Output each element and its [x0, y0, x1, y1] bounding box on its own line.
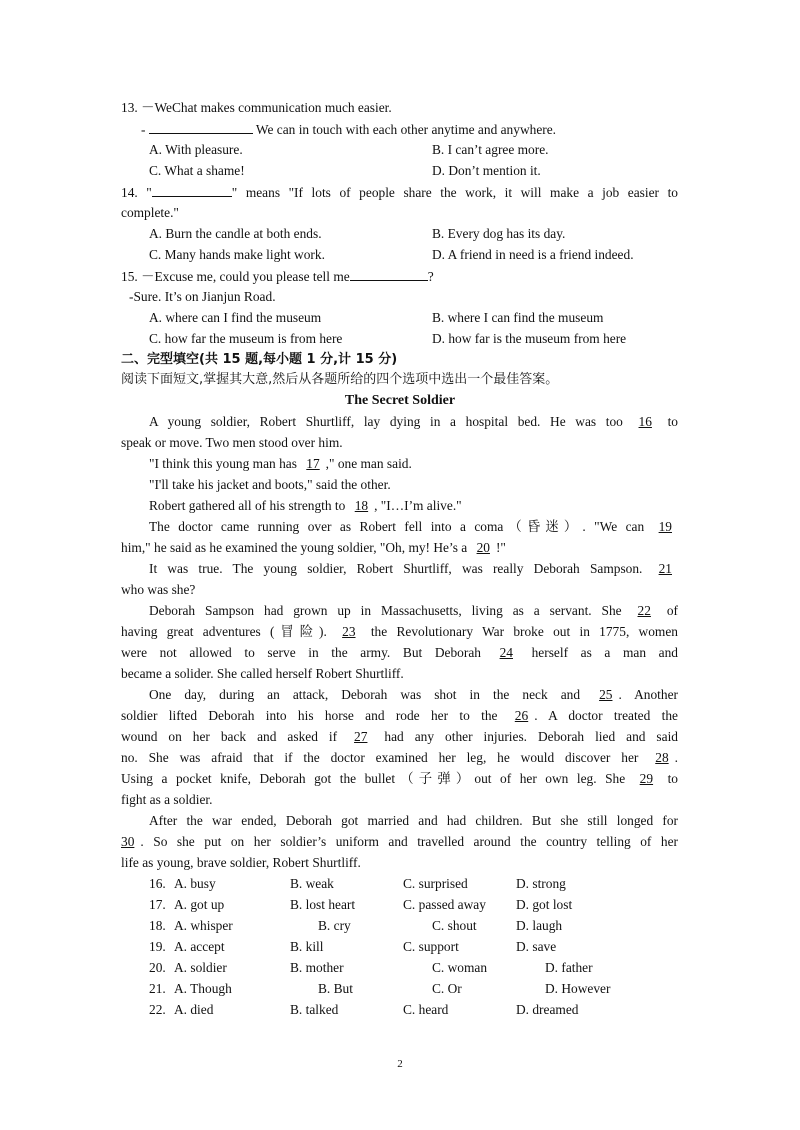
- q14-stem-rest: " means "If lots of people share the work, it will make a job easier to: [231, 185, 678, 200]
- section-heading: 二、完型填空(共 15 题,每小题 1 分,计 15 分): [121, 352, 398, 367]
- option-c: C. support: [403, 939, 459, 954]
- passage-line: [149, 687, 678, 703]
- blank-26: 26: [514, 708, 529, 723]
- blank-24: 24: [499, 645, 513, 660]
- blank-21: 21: [658, 561, 672, 576]
- passage-line: [149, 603, 678, 619]
- passage-line: After the war ended, Deborah got married and had children. But she still longed for: [149, 813, 678, 828]
- option-d: D. strong: [516, 876, 566, 891]
- blank-16: 16: [638, 414, 652, 429]
- option-c: C. Or: [432, 981, 462, 996]
- passage-line: fight as a soldier.: [121, 792, 213, 807]
- option-number: 19.: [149, 939, 166, 954]
- passage-line: [149, 498, 462, 514]
- passage-line: [121, 645, 678, 661]
- text-run: were not allowed to serve in the army. But Deborah: [121, 645, 481, 660]
- passage-line: [121, 834, 678, 850]
- q15-option-c: C. how far the museum is from here: [149, 331, 343, 346]
- text-run: . A doctor treated the: [534, 708, 678, 723]
- q13-stem: 13. －WeChat makes communication much easier.: [121, 100, 392, 115]
- q14-option-c: C. Many hands make light work.: [149, 247, 325, 262]
- option-a: A. soldier: [174, 960, 227, 975]
- blank-18: 18: [354, 498, 369, 513]
- option-b: B. lost heart: [290, 897, 356, 912]
- q14-answer-blank: [152, 184, 232, 197]
- text-run: A young soldier, Robert Shurtliff, lay dying in a hospital bed. He was too: [149, 414, 623, 429]
- blank-27: 27: [354, 729, 368, 744]
- option-c: C. woman: [432, 960, 488, 975]
- passage-line: [121, 708, 678, 724]
- passage-line: [121, 729, 678, 745]
- text-run: the Revolutionary War broke out in 1775, women: [370, 624, 678, 639]
- option-a: A. got up: [174, 897, 225, 912]
- passage-line: [149, 519, 678, 535]
- text-run: . Another: [618, 687, 678, 702]
- option-b: B. cry: [318, 918, 351, 933]
- text-run: Robert gathered all of his strength to: [149, 498, 346, 513]
- text-run: him," he said as he examined the young soldier, "Oh, my! He’s a: [121, 540, 468, 555]
- blank-23: 23: [342, 624, 356, 639]
- q15-option-d: D. how far is the museum from here: [432, 331, 627, 346]
- text-run: The doctor came running over as Robert fell into a coma（昏迷）. "We can: [149, 519, 645, 534]
- option-number: 16.: [149, 876, 166, 891]
- option-b: B. weak: [290, 876, 334, 891]
- blank-25: 25: [599, 687, 613, 702]
- option-b: B. But: [318, 981, 353, 996]
- option-number: 21.: [149, 981, 166, 996]
- option-d: D. laugh: [516, 918, 563, 933]
- passage-line: [121, 750, 678, 766]
- text-run: It was true. The young soldier, Robert Shurtliff, was really Deborah Sampson.: [149, 561, 643, 576]
- text-run: ," one man said.: [325, 456, 412, 471]
- q15-stem: [121, 268, 434, 285]
- text-run: wound on her back and asked if: [121, 729, 338, 744]
- q13-reply-suffix: We can in touch with each other anytime and anywhere.: [252, 122, 557, 137]
- text-run: to: [667, 414, 678, 429]
- q15-option-b: B. where I can find the museum: [432, 310, 604, 325]
- text-run: having great adventures (冒险).: [121, 624, 327, 639]
- text-run: . So she put on her soldier’s uniform and travelled around the country telling of her: [140, 834, 678, 849]
- option-a: A. accept: [174, 939, 225, 954]
- option-number: 17.: [149, 897, 166, 912]
- q13-option-b: B. I can’t agree more.: [432, 142, 549, 157]
- q15-stem-end: ?: [427, 269, 434, 284]
- blank-29: 29: [639, 771, 654, 786]
- option-a: A. Though: [174, 981, 232, 996]
- passage-line: "I'll take his jacket and boots," said the other.: [149, 477, 391, 492]
- text-run: , "I…I’m alive.": [374, 498, 462, 513]
- q13-reply: [141, 121, 556, 138]
- q13-option-c: C. What a shame!: [149, 163, 245, 178]
- q14-option-a: A. Burn the candle at both ends.: [149, 226, 322, 241]
- text-run: soldier lifted Deborah into his horse and rode her to the: [121, 708, 498, 723]
- option-d: D. save: [516, 939, 557, 954]
- option-number: 18.: [149, 918, 166, 933]
- passage-line: [149, 414, 678, 430]
- passage-line: life as young, brave soldier, Robert Shurtliff.: [121, 855, 361, 870]
- q14-stem: [121, 184, 678, 201]
- option-d: D. got lost: [516, 897, 573, 912]
- option-b: B. talked: [290, 1002, 339, 1017]
- passage-line: [149, 456, 412, 472]
- option-b: B. kill: [290, 939, 324, 954]
- q13-option-d: D. Don’t mention it.: [432, 163, 541, 178]
- section-instruction: 阅读下面短文,掌握其大意,然后从各题所给的四个选项中选出一个最佳答案。: [121, 372, 559, 387]
- page-number: 2: [397, 1058, 403, 1070]
- text-run: herself as a man and: [531, 645, 678, 660]
- text-run: Using a pocket knife, Deborah got the bullet（子弹）out of her own leg. She: [121, 771, 626, 786]
- q13-reply-prefix: -: [141, 122, 149, 137]
- blank-17: 17: [306, 456, 320, 471]
- passage-line: became a solider. She called herself Robert Shurtliff.: [121, 666, 404, 681]
- q15-answer-blank: [350, 268, 428, 281]
- passage-line: speak or move. Two men stood over him.: [121, 435, 343, 450]
- q13-option-a: A. With pleasure.: [149, 142, 243, 157]
- passage-line: [149, 561, 678, 577]
- option-a: A. busy: [174, 876, 216, 891]
- passage-line: [121, 624, 678, 640]
- option-d: D. dreamed: [516, 1002, 579, 1017]
- option-d: D. father: [545, 960, 593, 975]
- text-run: of: [666, 603, 678, 618]
- text-run: Deborah Sampson had grown up in Massachusetts, living as a servant. She: [149, 603, 622, 618]
- q15-option-a: A. where can I find the museum: [149, 310, 322, 325]
- passage-line: who was she?: [121, 582, 196, 597]
- text-run: .: [674, 750, 678, 765]
- text-run: no. She was afraid that if the doctor examined her leg, he would discover her: [121, 750, 639, 765]
- option-number: 20.: [149, 960, 166, 975]
- q14-option-b: B. Every dog has its day.: [432, 226, 566, 241]
- blank-19: 19: [658, 519, 672, 534]
- option-c: C. shout: [432, 918, 477, 933]
- q14-option-d: D. A friend in need is a friend indeed.: [432, 247, 634, 262]
- text-run: had any other injuries. Deborah lied and said: [384, 729, 679, 744]
- q13-answer-blank: [149, 121, 253, 134]
- blank-28: 28: [655, 750, 669, 765]
- blank-30: 30: [121, 834, 135, 849]
- passage-line: [121, 771, 678, 787]
- q14-stem-line2: complete.": [121, 205, 179, 220]
- text-run: One day, during an attack, Deborah was shot in the neck and: [149, 687, 581, 702]
- option-d: D. However: [545, 981, 611, 996]
- option-b: B. mother: [290, 960, 344, 975]
- option-a: A. died: [174, 1002, 214, 1017]
- text-run: "I think this young man has: [149, 456, 297, 471]
- text-run: to: [667, 771, 678, 786]
- q15-stem-text: 15. －Excuse me, could you please tell me: [121, 269, 350, 284]
- q14-num: 14. ": [121, 185, 152, 200]
- option-a: A. whisper: [174, 918, 233, 933]
- text-run: !": [495, 540, 506, 555]
- option-number: 22.: [149, 1002, 166, 1017]
- option-c: C. surprised: [403, 876, 468, 891]
- option-c: C. passed away: [403, 897, 486, 912]
- blank-20: 20: [476, 540, 490, 555]
- blank-22: 22: [637, 603, 651, 618]
- q15-reply: -Sure. It’s on Jianjun Road.: [129, 289, 276, 304]
- passage-title: The Secret Soldier: [344, 393, 456, 408]
- passage-line: [121, 540, 506, 556]
- option-c: C. heard: [403, 1002, 449, 1017]
